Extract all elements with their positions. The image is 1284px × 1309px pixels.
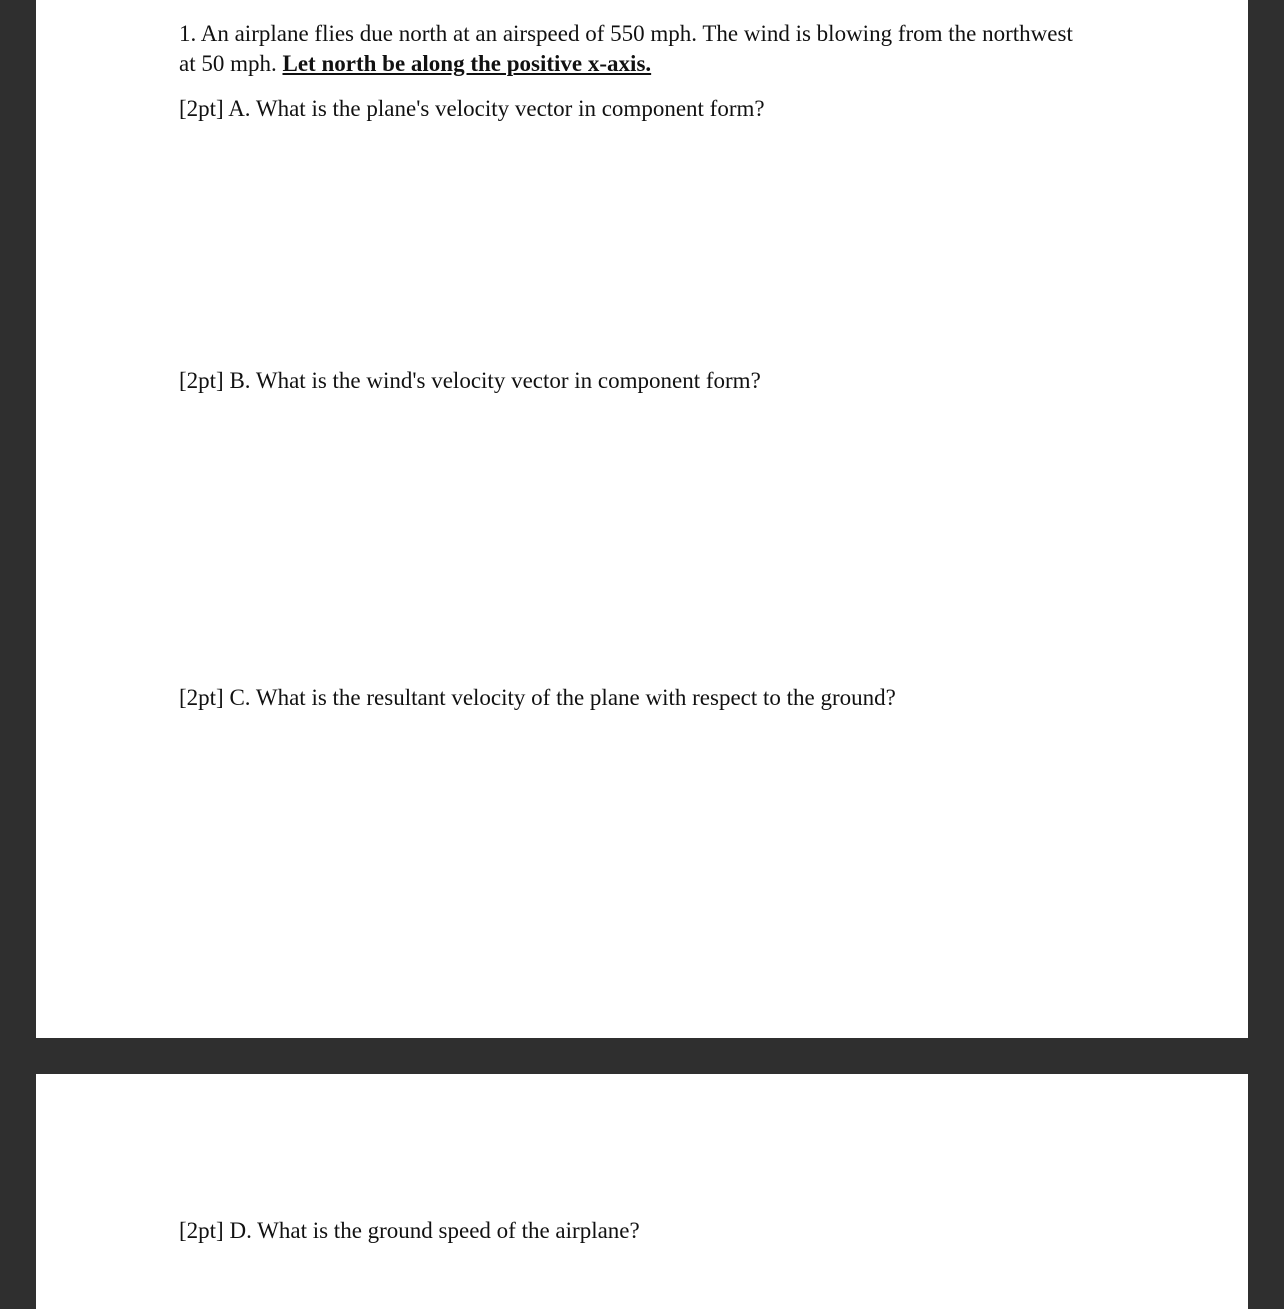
problem-statement-line-1: 1. An airplane flies due north at an airspeed of 550 mph. The wind is blowing from the northwest <box>179 21 1073 46</box>
question-b: [2pt] B. What is the wind's velocity vector in component form? <box>179 368 761 393</box>
question-a: [2pt] A. What is the plane's velocity vector in component form? <box>179 96 765 121</box>
problem-statement-line-2-prefix: at 50 mph. <box>179 51 283 76</box>
problem-statement-line-2 <box>179 49 1073 79</box>
document-page-1 <box>36 0 1248 1038</box>
document-page-2 <box>36 1074 1248 1309</box>
question-d: [2pt] D. What is the ground speed of the airplane? <box>179 1218 640 1243</box>
axis-instruction: Let north be along the positive x-axis. <box>282 51 652 76</box>
problem-statement <box>179 19 1073 79</box>
question-c: [2pt] C. What is the resultant velocity of the plane with respect to the ground? <box>179 685 896 710</box>
